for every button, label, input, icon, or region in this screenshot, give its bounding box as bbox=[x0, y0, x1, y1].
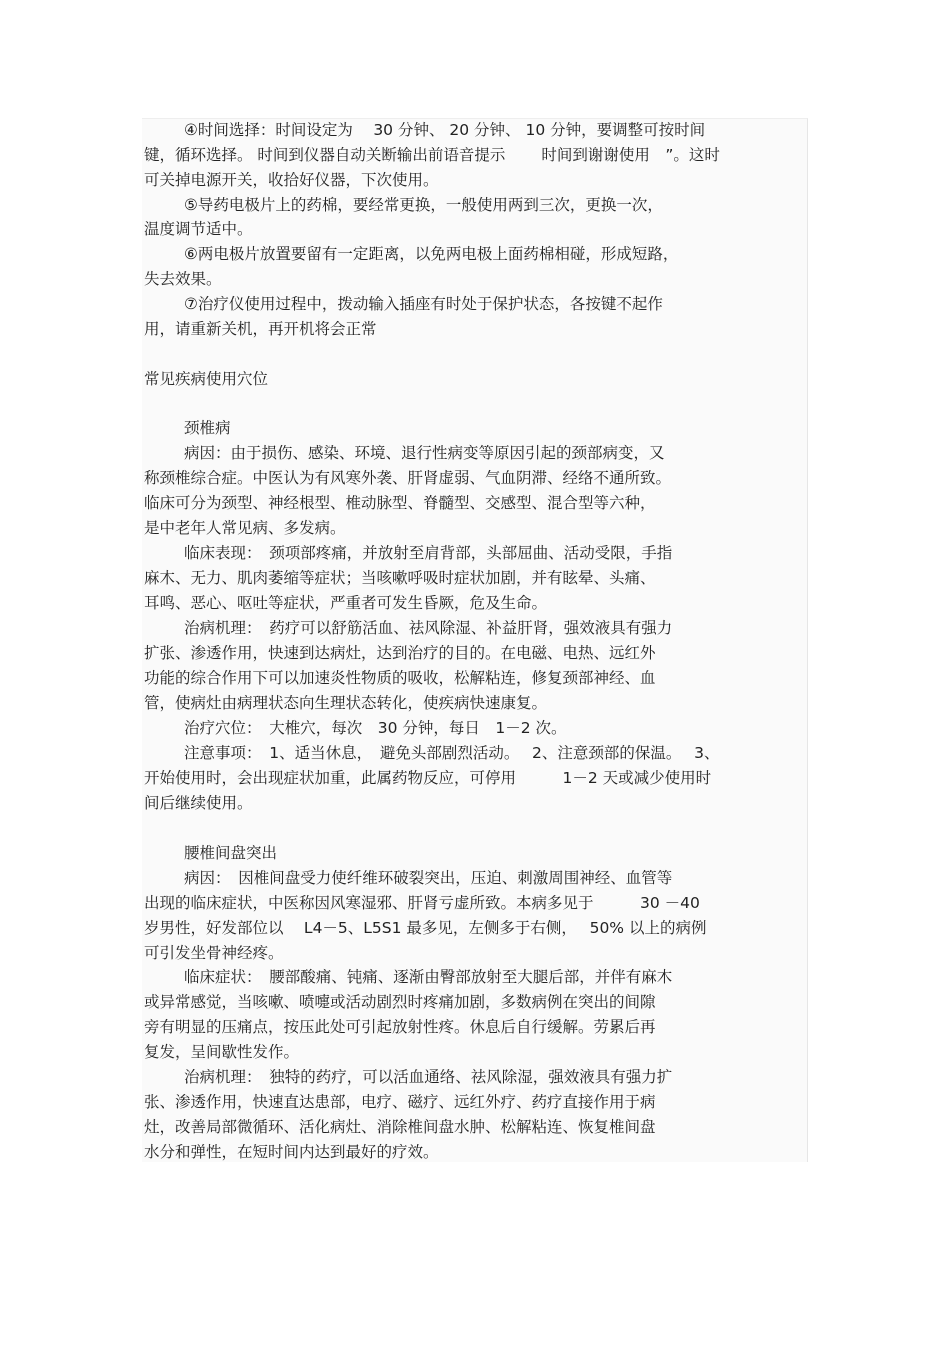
disease-heading: 腰椎间盘突出 bbox=[184, 844, 278, 862]
text-line: ⑥两电极片放置要留有一定距离，以免两电极上面药棉相碰，形成短路， bbox=[184, 245, 679, 263]
text-line: 治病机理： 药疗可以舒筋活血、祛风除湿、补益肝肾，强效液具有强力 bbox=[184, 619, 673, 637]
text-line: ④时间选择：时间设定为 30 分钟、 20 分钟、 10 分钟，要调整可按时间 bbox=[184, 121, 706, 139]
text-line: 临床可分为颈型、神经根型、椎动脉型、脊髓型、交感型、混合型等六种， bbox=[144, 494, 656, 512]
text-line: 间后继续使用。 bbox=[144, 794, 253, 812]
text-line: 功能的综合作用下可以加速炎性物质的吸收，松解粘连，修复颈部神经、血 bbox=[144, 669, 656, 687]
text-line: 复发，呈间歇性发作。 bbox=[144, 1043, 300, 1061]
text-line: 用，请重新关机，再开机将会正常 bbox=[144, 320, 377, 338]
text-line: 失去效果。 bbox=[144, 270, 222, 288]
text-line: 开始使用时，会出现症状加重，此属药物反应，可停用 1－2 天或减少使用时 bbox=[144, 769, 712, 787]
text-line: 临床表现： 颈项部疼痛，并放射至肩背部，头部屈曲、活动受限，手指 bbox=[184, 544, 673, 562]
text-line: 水分和弹性，在短时间内达到最好的疗效。 bbox=[144, 1143, 439, 1161]
text-line: 病因： 因椎间盘受力使纤维环破裂突出，压迫、刺激周围神经、血管等 bbox=[184, 869, 673, 887]
text-line: 病因：由于损伤、感染、环境、退行性病变等原因引起的颈部病变，又 bbox=[184, 444, 665, 462]
text-line: 或异常感觉，当咳嗽、喷嚏或活动剧烈时疼痛加剧，多数病例在突出的间隙 bbox=[144, 993, 656, 1011]
text-line: ⑦治疗仪使用过程中，拨动输入插座有时处于保护状态，各按键不起作 bbox=[184, 295, 663, 313]
text-line: 旁有明显的压痛点，按压此处可引起放射性疼。休息后自行缓解。劳累后再 bbox=[144, 1018, 656, 1036]
text-line: 是中老年人常见病、多发病。 bbox=[144, 519, 346, 537]
text-line: 麻木、无力、肌肉萎缩等症状；当咳嗽呼吸时症状加剧，并有眩晕、头痛、 bbox=[144, 569, 656, 587]
text-line: 注意事项： 1、适当休息， 避免头部剧烈活动。 2、注意颈部的保温。 3、 bbox=[184, 744, 720, 762]
text-line: 灶，改善局部微循环、活化病灶、消除椎间盘水肿、松解粘连、恢复椎间盘 bbox=[144, 1118, 656, 1136]
text-line: 张、渗透作用，快速直达患部，电疗、磁疗、远红外疗、药疗直接作用于病 bbox=[144, 1093, 656, 1111]
text-line: 管，使病灶由病理状态向生理状态转化，使疾病快速康复。 bbox=[144, 694, 548, 712]
text-line: ⑤导药电极片上的药棉，要经常更换，一般使用两到三次，更换一次， bbox=[184, 196, 663, 214]
text-line: 扩张、渗透作用，快速到达病灶，达到治疗的目的。在电磁、电热、远红外 bbox=[144, 644, 656, 662]
text-line: 治病机理： 独特的药疗，可以活血通络、祛风除湿，强效液具有强力扩 bbox=[184, 1068, 673, 1086]
text-line: 临床症状： 腰部酸痛、钝痛、逐渐由臀部放射至大腿后部，并伴有麻木 bbox=[184, 968, 673, 986]
section-heading: 常见疾病使用穴位 bbox=[144, 370, 269, 388]
text-line: 治疗穴位： 大椎穴，每次 30 分钟，每日 1－2 次。 bbox=[184, 719, 567, 737]
text-line: 岁男性，好发部位以 L4－5、L5S1 最多见，左侧多于右侧， 50% 以上的病例 bbox=[144, 919, 707, 937]
text-line: 可关掉电源开关，收拾好仪器，下次使用。 bbox=[144, 171, 439, 189]
text-line: 温度调节适中。 bbox=[144, 220, 253, 238]
disease-heading: 颈椎病 bbox=[184, 419, 231, 437]
text-line: 称颈椎综合症。中医认为有风寒外袭、肝肾虚弱、气血阴滞、经络不通所致。 bbox=[144, 469, 672, 487]
text-line: 出现的临床症状，中医称因风寒湿邪、肝肾亏虚所致。本病多见于 30 －40 bbox=[144, 894, 700, 912]
text-line: 键，循环选择。 时间到仪器自动关断输出前语音提示 时间到谢谢使用 ”。这时 bbox=[144, 146, 720, 164]
text-line: 可引发坐骨神经疼。 bbox=[144, 944, 284, 962]
text-line: 耳鸣、恶心、呕吐等症状，严重者可发生昏厥，危及生命。 bbox=[144, 594, 548, 612]
